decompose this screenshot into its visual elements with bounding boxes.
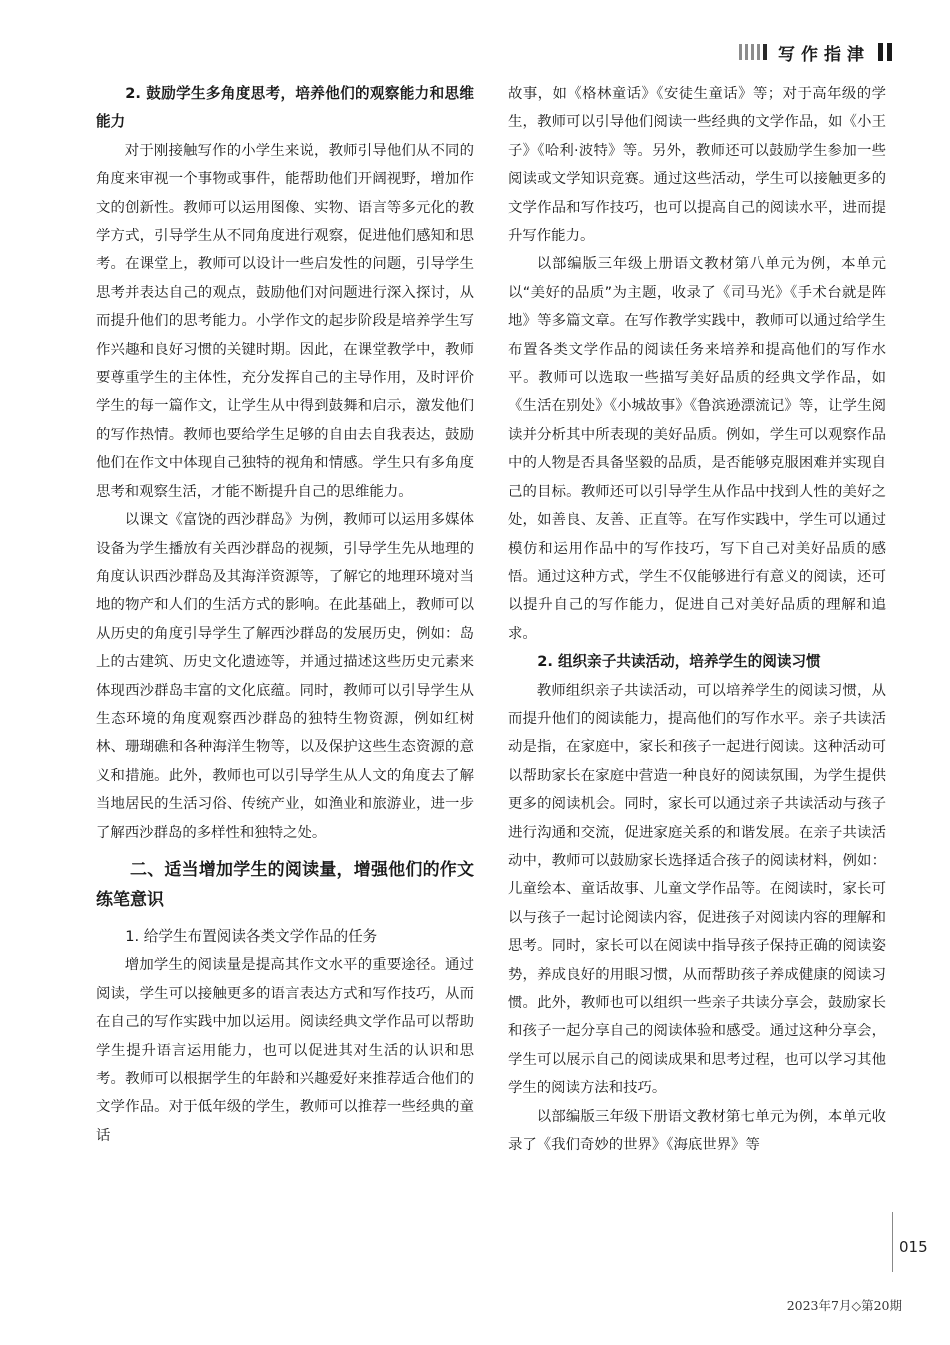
footer-divider (892, 1212, 893, 1272)
paragraph: 以部编版三年级下册语文教材第七单元为例，本单元收录了《我们奇妙的世界》《海底世界》等 (508, 1108, 886, 1154)
section-title: 写作指津 (778, 44, 870, 65)
paragraph: 以课文《富饶的西沙群岛》为例，教师可以运用多媒体设备为学生播放有关西沙群岛的视频，引导学生先从地理的角度认识西沙群岛及其海洋资源等，了解它的地理环境对当地的物产和人们的生活方式的影响。在此基础上，教师可以从历史的角度引导学生了解西沙群岛的发展历史，例如：岛上的古建筑、历史文化遗迹等，并通过描述这些历史元素来体现西沙群岛丰富的文化底蕴。同时，教师可以引导学生从生态环境的角度观察西沙群岛的独特生物资源，例如红树林、珊瑚礁和各种海洋生物等，以及保护这些生态资源的意义和措施。此外，教师也可以引导学生从人文的角度去了解当地居民的生活习俗、传统产业，如渔业和旅游业，进一步了解西沙群岛的多样性和独特之处。 (96, 512, 474, 841)
page-number: 015 (899, 1238, 928, 1256)
paragraph-continued: 故事，如《格林童话》《安徒生童话》等；对于高年级的学生，教师可以引导他们阅读一些经典的文学作品，如《小王子》《哈利·波特》等。另外，教师还可以鼓励学生参加一些阅读或文学知识竞赛。通过这些活动，学生可以接触更多的文学作品和写作技巧，也可以提高自己的阅读水平，进而提升写作能力。 (508, 86, 886, 245)
paragraph: 增加学生的阅读量是提高其作文水平的重要途径。通过阅读，学生可以接触更多的语言表达方式和写作技巧，从而在自己的写作实践中加以运用。阅读经典文学作品可以帮助学生提升语言运用能力，也可以促进其对生活的认识和思考。教师可以根据学生的年龄和兴趣爱好来推荐适合他们的文学作品。对于低年级的学生，教师可以推荐一些经典的童话 (96, 957, 474, 1144)
paragraph: 以部编版三年级上册语文教材第八单元为例，本单元以“美好的品质”为主题，收录了《司马光》《手术台就是阵地》等多篇文章。在写作教学实践中，教师可以通过给学生布置各类文学作品的阅读任务来培养和提高他们的写作水平。教师可以选取一些描写美好品质的经典文学作品，如《生活在别处》《小城故事》《鲁滨逊漂流记》等，让学生阅读并分析其中所表现的美好品质。例如，学生可以观察作品中的人物是否具备坚毅的品质，是否能够克服困难并实现自己的目标。教师还可以引导学生从作品中找到人性的美好之处，如善良、友善、正直等。在写作实践中，学生可以通过模仿和运用作品中的写作技巧，写下自己对美好品质的感悟。通过这种方式，学生不仅能够进行有意义的阅读，还可以提升自己的写作能力，促进自己对美好品质的理解和追求。 (508, 256, 886, 642)
header-stripes-decoration (739, 44, 770, 60)
section-heading-2: 二、适当增加学生的阅读量，增强他们的作文练笔意识 (96, 859, 474, 910)
issue-date: 2023年7月◇第20期 (786, 1298, 902, 1313)
left-column (96, 80, 474, 1150)
header-bars-decoration (874, 43, 892, 61)
paragraph: 对于刚接触写作的小学生来说，教师引导他们从不同的角度来审视一个事物或事件，能帮助他们开阔视野，增加作文的创新性。教师可以运用图像、实物、语言等多元化的教学方式，引导学生从不同角度进行观察，促进他们感知和思考。在课堂上，教师可以设计一些启发性的问题，引导学生思考并表达自己的观点，鼓励他们对问题进行深入探讨，从而提升他们的思考能力。小学作文的起步阶段是培养学生写作兴趣和良好习惯的关键时期。因此，在课堂教学中，教师要尊重学生的主体性，充分发挥自己的主导作用，及时评价学生的每一篇作文，让学生从中得到鼓舞和启示，激发他们的写作热情。教师也要给学生足够的自由去自我表达，鼓励他们在作文中体现自己独特的视角和情感。学生只有多角度思考和观察生活，才能不断提升自己的思维能力。 (96, 142, 474, 500)
paragraph: 教师组织亲子共读活动，可以培养学生的阅读习惯，从而提升他们的阅读能力，提高他们的写作水平。亲子共读活动是指，在家庭中，家长和孩子一起进行阅读。这种活动可以帮助家长在家庭中营造一种良好的阅读氛围，为学生提供更多的阅读机会。同时，家长可以通过亲子共读活动与孩子进行沟通和交流，促进家庭关系的和谐发展。在亲子共读活动中，教师可以鼓励家长选择适合孩子的阅读材料，例如：儿童绘本、童话故事、儿童文学作品等。在阅读时，家长可以与孩子一起讨论阅读内容，促进孩子对阅读内容的理解和思考。同时，家长可以在阅读中指导孩子保持正确的阅读姿势，养成良好的用眼习惯，从而帮助孩子养成健康的阅读习惯。此外，教师也可以组织一些亲子共读分享会，鼓励家长和孩子一起分享自己的阅读体验和感受。通过这种分享会，学生可以展示自己的阅读成果和思考过程，也可以学习其他学生的阅读方法和技巧。 (508, 682, 886, 1097)
right-column (508, 80, 886, 1159)
subheading-point-2: 2. 鼓励学生多角度思考，培养他们的观察能力和思维能力 (96, 85, 474, 131)
subheading-point-1: 1. 给学生布置阅读各类文学作品的任务 (125, 927, 378, 945)
running-header (739, 40, 892, 64)
subheading-point-2: 2. 组织亲子共读活动，培养学生的阅读习惯 (537, 653, 821, 671)
